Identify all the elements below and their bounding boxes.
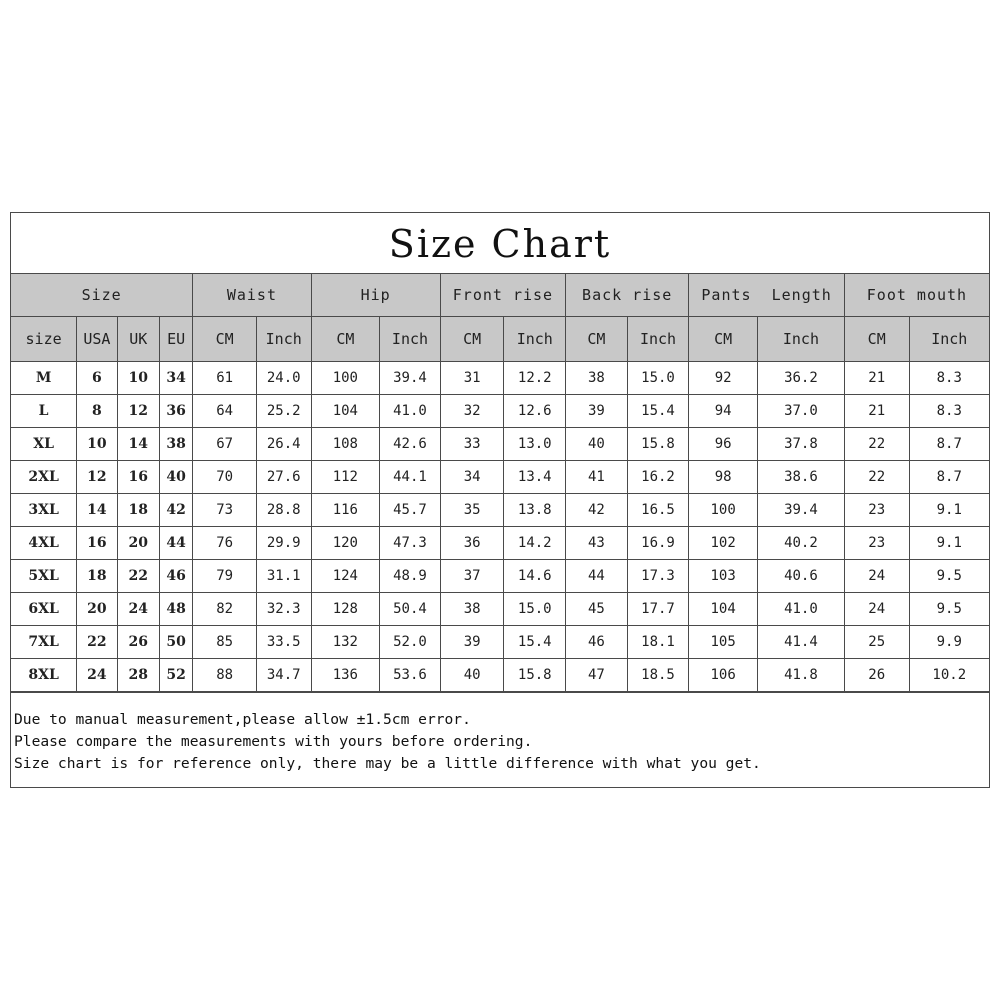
table-cell: 47.3 (380, 527, 441, 560)
table-cell: 64 (193, 395, 257, 428)
table-cell: 22 (117, 560, 159, 593)
sub-header-cell: Inch (504, 317, 566, 362)
table-cell: 35 (440, 494, 504, 527)
table-cell: 108 (311, 428, 380, 461)
table-cell: 106 (689, 659, 758, 692)
table-cell: 38 (440, 593, 504, 626)
table-cell: 23 (844, 494, 909, 527)
table-cell: 22 (844, 428, 909, 461)
table-cell: 46 (159, 560, 192, 593)
table-row (11, 593, 989, 626)
table-cell: 18 (117, 494, 159, 527)
table-cell: 15.8 (627, 428, 689, 461)
table-cell: 14.6 (504, 560, 566, 593)
table-cell: 12.2 (504, 362, 566, 395)
table-cell: 52 (159, 659, 192, 692)
table-cell: 82 (193, 593, 257, 626)
table-cell: 34 (440, 461, 504, 494)
table-cell: 100 (311, 362, 380, 395)
table-cell: 92 (689, 362, 758, 395)
table-cell: 39.4 (380, 362, 441, 395)
sub-header-cell: CM (193, 317, 257, 362)
table-cell: 37.8 (758, 428, 845, 461)
size-table-body (11, 362, 989, 692)
table-row (11, 461, 989, 494)
table-cell: 8.3 (909, 395, 989, 428)
table-cell: 16 (117, 461, 159, 494)
table-cell: 104 (311, 395, 380, 428)
table-cell: 12 (77, 461, 117, 494)
table-cell: 34 (159, 362, 192, 395)
table-cell: 32.3 (256, 593, 311, 626)
table-cell: 42 (159, 494, 192, 527)
table-cell: 9.1 (909, 494, 989, 527)
table-cell: 15.4 (627, 395, 689, 428)
size-label-cell: 8XL (11, 659, 77, 692)
table-cell: 103 (689, 560, 758, 593)
table-cell: 38 (566, 362, 628, 395)
size-label-cell: 4XL (11, 527, 77, 560)
table-cell: 14 (77, 494, 117, 527)
table-cell: 40 (440, 659, 504, 692)
group-header-size: Size (11, 274, 193, 317)
table-cell: 45 (566, 593, 628, 626)
table-cell: 41.0 (758, 593, 845, 626)
table-cell: 13.0 (504, 428, 566, 461)
table-cell: 18 (77, 560, 117, 593)
sub-header-cell: size (11, 317, 77, 362)
table-cell: 116 (311, 494, 380, 527)
table-cell: 46 (566, 626, 628, 659)
table-cell: 33 (440, 428, 504, 461)
table-cell: 112 (311, 461, 380, 494)
table-cell: 41.4 (758, 626, 845, 659)
table-cell: 39 (440, 626, 504, 659)
group-header-front-rise: Front rise (440, 274, 565, 317)
table-cell: 16.2 (627, 461, 689, 494)
table-cell: 8 (77, 395, 117, 428)
table-cell: 40 (159, 461, 192, 494)
table-cell: 37.0 (758, 395, 845, 428)
table-cell: 25.2 (256, 395, 311, 428)
sub-header-cell: UK (117, 317, 159, 362)
table-cell: 45.7 (380, 494, 441, 527)
table-cell: 16.5 (627, 494, 689, 527)
table-cell: 70 (193, 461, 257, 494)
table-cell: 47 (566, 659, 628, 692)
table-cell: 39.4 (758, 494, 845, 527)
table-cell: 12 (117, 395, 159, 428)
table-cell: 18.5 (627, 659, 689, 692)
table-cell: 36 (159, 395, 192, 428)
table-cell: 13.4 (504, 461, 566, 494)
table-cell: 29.9 (256, 527, 311, 560)
note-line: Please compare the measurements with yours before ordering. (14, 733, 533, 750)
table-cell: 41 (566, 461, 628, 494)
table-cell: 132 (311, 626, 380, 659)
table-cell: 26 (117, 626, 159, 659)
sub-header-cell: Inch (380, 317, 441, 362)
table-cell: 136 (311, 659, 380, 692)
table-cell: 21 (844, 395, 909, 428)
table-cell: 16 (77, 527, 117, 560)
group-header-foot-mouth: Foot mouth (844, 274, 989, 317)
table-cell: 67 (193, 428, 257, 461)
table-cell: 6 (77, 362, 117, 395)
table-cell: 44 (566, 560, 628, 593)
table-cell: 36 (440, 527, 504, 560)
table-cell: 44 (159, 527, 192, 560)
table-row (11, 362, 989, 395)
table-cell: 25 (844, 626, 909, 659)
table-cell: 34.7 (256, 659, 311, 692)
table-cell: 31.1 (256, 560, 311, 593)
table-cell: 24 (117, 593, 159, 626)
table-cell: 88 (193, 659, 257, 692)
table-cell: 41.8 (758, 659, 845, 692)
table-cell: 10 (77, 428, 117, 461)
table-cell: 28 (117, 659, 159, 692)
table-cell: 39 (566, 395, 628, 428)
table-cell: 9.5 (909, 593, 989, 626)
table-cell: 85 (193, 626, 257, 659)
table-cell: 40.6 (758, 560, 845, 593)
table-cell: 41.0 (380, 395, 441, 428)
table-cell: 10.2 (909, 659, 989, 692)
size-label-cell: M (11, 362, 77, 395)
table-cell: 15.0 (627, 362, 689, 395)
table-cell: 36.2 (758, 362, 845, 395)
group-header-back-rise: Back rise (566, 274, 689, 317)
table-cell: 43 (566, 527, 628, 560)
note-line: Size chart is for reference only, there may be a little difference with what you get. (14, 755, 761, 772)
sub-header-cell: USA (77, 317, 117, 362)
group-header-row (11, 274, 989, 317)
table-cell: 128 (311, 593, 380, 626)
table-cell: 50.4 (380, 593, 441, 626)
table-cell: 27.6 (256, 461, 311, 494)
table-cell: 13.8 (504, 494, 566, 527)
size-label-cell: 5XL (11, 560, 77, 593)
size-chart (10, 212, 990, 788)
table-cell: 48.9 (380, 560, 441, 593)
table-cell: 32 (440, 395, 504, 428)
sub-header-cell: Inch (256, 317, 311, 362)
table-cell: 18.1 (627, 626, 689, 659)
table-cell: 42 (566, 494, 628, 527)
table-cell: 24 (844, 560, 909, 593)
size-label-cell: L (11, 395, 77, 428)
table-cell: 31 (440, 362, 504, 395)
table-cell: 9.5 (909, 560, 989, 593)
table-cell: 20 (77, 593, 117, 626)
size-label-cell: 7XL (11, 626, 77, 659)
notes (11, 692, 989, 787)
table-cell: 28.8 (256, 494, 311, 527)
sub-header-cell: EU (159, 317, 192, 362)
table-cell: 40 (566, 428, 628, 461)
table-cell: 37 (440, 560, 504, 593)
table-cell: 22 (77, 626, 117, 659)
table-cell: 100 (689, 494, 758, 527)
sub-header-cell: CM (689, 317, 758, 362)
size-table (11, 274, 989, 692)
table-cell: 44.1 (380, 461, 441, 494)
table-cell: 94 (689, 395, 758, 428)
table-cell: 120 (311, 527, 380, 560)
sub-header-cell: CM (844, 317, 909, 362)
table-cell: 38.6 (758, 461, 845, 494)
table-cell: 16.9 (627, 527, 689, 560)
note-line: Due to manual measurement,please allow ±1.5cm error. (14, 711, 471, 728)
table-cell: 15.0 (504, 593, 566, 626)
table-cell: 96 (689, 428, 758, 461)
table-cell: 79 (193, 560, 257, 593)
table-cell: 52.0 (380, 626, 441, 659)
table-row (11, 395, 989, 428)
table-cell: 50 (159, 626, 192, 659)
table-cell: 10 (117, 362, 159, 395)
table-cell: 9.1 (909, 527, 989, 560)
size-label-cell: 3XL (11, 494, 77, 527)
table-cell: 23 (844, 527, 909, 560)
group-header-hip: Hip (311, 274, 440, 317)
table-cell: 76 (193, 527, 257, 560)
table-cell: 26 (844, 659, 909, 692)
table-cell: 22 (844, 461, 909, 494)
table-cell: 61 (193, 362, 257, 395)
table-row (11, 659, 989, 692)
table-cell: 14 (117, 428, 159, 461)
table-row (11, 560, 989, 593)
sub-header-cell: CM (311, 317, 380, 362)
table-cell: 24.0 (256, 362, 311, 395)
table-row (11, 428, 989, 461)
table-cell: 42.6 (380, 428, 441, 461)
sub-header-cell: Inch (627, 317, 689, 362)
table-cell: 73 (193, 494, 257, 527)
sub-header-cell: Inch (909, 317, 989, 362)
table-cell: 53.6 (380, 659, 441, 692)
table-cell: 14.2 (504, 527, 566, 560)
table-cell: 12.6 (504, 395, 566, 428)
table-cell: 24 (844, 593, 909, 626)
sub-header-cell: CM (440, 317, 504, 362)
size-label-cell: 2XL (11, 461, 77, 494)
table-cell: 8.7 (909, 428, 989, 461)
table-cell: 20 (117, 527, 159, 560)
table-cell: 17.3 (627, 560, 689, 593)
table-cell: 102 (689, 527, 758, 560)
table-cell: 8.3 (909, 362, 989, 395)
table-row (11, 494, 989, 527)
table-row (11, 527, 989, 560)
table-cell: 124 (311, 560, 380, 593)
size-label-cell: 6XL (11, 593, 77, 626)
table-cell: 15.4 (504, 626, 566, 659)
table-cell: 105 (689, 626, 758, 659)
table-cell: 26.4 (256, 428, 311, 461)
table-cell: 98 (689, 461, 758, 494)
table-cell: 15.8 (504, 659, 566, 692)
sub-header-cell: CM (566, 317, 628, 362)
table-cell: 104 (689, 593, 758, 626)
table-cell: 9.9 (909, 626, 989, 659)
table-cell: 24 (77, 659, 117, 692)
sub-header-row (11, 317, 989, 362)
size-label-cell: XL (11, 428, 77, 461)
group-header-pants-length: Pants Length (689, 274, 845, 317)
table-cell: 21 (844, 362, 909, 395)
table-row (11, 626, 989, 659)
table-cell: 48 (159, 593, 192, 626)
table-cell: 8.7 (909, 461, 989, 494)
group-header-waist: Waist (193, 274, 311, 317)
sub-header-cell: Inch (758, 317, 845, 362)
table-cell: 38 (159, 428, 192, 461)
chart-title: Size Chart (11, 213, 989, 274)
table-cell: 33.5 (256, 626, 311, 659)
table-cell: 40.2 (758, 527, 845, 560)
table-cell: 17.7 (627, 593, 689, 626)
